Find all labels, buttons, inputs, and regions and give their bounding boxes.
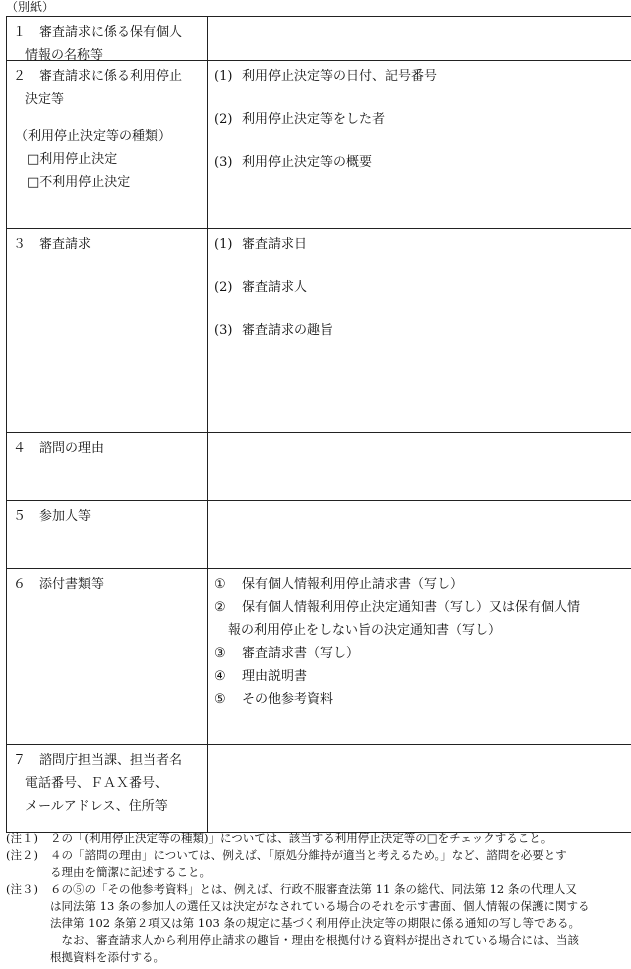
row-number: ６ bbox=[13, 577, 27, 592]
notes-section bbox=[6, 830, 630, 966]
note-text: ６の⑤の「その他参考資料」とは、例えば、行政不服審査法第 11 条の総代、同法第 12 条の代理人又 bbox=[50, 882, 577, 896]
item-number: (3) bbox=[214, 155, 233, 170]
row-label-line: 審査請求に係る利用停止 bbox=[39, 69, 183, 84]
row-label-line: 決定等 bbox=[25, 92, 65, 107]
list-item bbox=[214, 688, 625, 711]
row-3-content bbox=[208, 229, 631, 432]
item-number: ① bbox=[214, 577, 226, 592]
row-5-content bbox=[208, 501, 631, 568]
row-6-label bbox=[7, 569, 208, 744]
row-6-content bbox=[208, 569, 631, 744]
row-label-line: 参加人等 bbox=[39, 509, 92, 524]
note-3 bbox=[6, 881, 630, 898]
row-number: ５ bbox=[13, 509, 27, 524]
row-3 bbox=[7, 228, 631, 432]
row-2 bbox=[7, 60, 631, 228]
row-4-content bbox=[208, 433, 631, 500]
note-text: ２の「(利用停止決定等の種類)」については、該当する利用停止決定等の□をチェックすること。 bbox=[50, 831, 553, 845]
row-label-line: 情報の名称等 bbox=[25, 48, 104, 63]
row-1-label bbox=[7, 17, 208, 63]
row-label-line: 諮問庁担当課、担当者名 bbox=[39, 753, 183, 768]
row-number: １ bbox=[13, 25, 27, 40]
item-text: 利用停止決定等をした者 bbox=[242, 112, 386, 127]
row-number: ３ bbox=[13, 237, 27, 252]
note-text: 根拠資料を添付する。 bbox=[50, 950, 165, 964]
row-label-line: 審査請求に係る保有個人 bbox=[39, 25, 183, 40]
list-item bbox=[214, 573, 625, 596]
note-1 bbox=[6, 830, 630, 847]
note-text: る理由を簡潔に記述すること。 bbox=[50, 865, 211, 879]
type-heading: （利用停止決定等の種類） bbox=[15, 129, 172, 144]
list-item bbox=[214, 233, 625, 256]
note-2 bbox=[6, 847, 630, 864]
list-item bbox=[214, 665, 625, 688]
row-5 bbox=[7, 500, 631, 568]
note-text: ４の「諮問の理由」については、例えば、「原処分維持が適当と考えるため。」など、諮問を必要とす bbox=[50, 848, 567, 862]
note-key: (注１) bbox=[6, 831, 38, 845]
item-number: (1) bbox=[214, 237, 233, 252]
list-item bbox=[214, 319, 625, 342]
item-text: 保有個人情報利用停止決定通知書（写し）又は保有個人情 bbox=[242, 600, 581, 615]
item-number: (3) bbox=[214, 323, 233, 338]
row-7-label bbox=[7, 745, 208, 832]
row-6 bbox=[7, 568, 631, 744]
item-text: 審査請求の趣旨 bbox=[242, 323, 334, 338]
row-2-content bbox=[208, 61, 631, 228]
row-label-line: 電話番号、ＦＡＸ番号、 bbox=[25, 776, 169, 791]
row-label-line: 審査請求 bbox=[39, 237, 92, 252]
row-1 bbox=[7, 17, 631, 63]
item-number: (2) bbox=[214, 112, 233, 127]
item-number: (2) bbox=[214, 280, 233, 295]
note-key: (注３) bbox=[6, 882, 38, 896]
list-item bbox=[214, 108, 625, 131]
item-number: ④ bbox=[214, 669, 226, 684]
row-label-line: 添付書類等 bbox=[39, 577, 105, 592]
row-number: ７ bbox=[13, 753, 27, 768]
item-text: 利用停止決定等の概要 bbox=[242, 155, 373, 170]
row-number: ４ bbox=[13, 441, 27, 456]
list-item bbox=[214, 276, 625, 299]
list-item bbox=[214, 642, 625, 665]
checkbox-use-stop-decision[interactable]: □利用停止決定 bbox=[27, 152, 118, 167]
row-2-label bbox=[7, 61, 208, 228]
row-7 bbox=[7, 744, 631, 832]
item-text: 審査請求人 bbox=[242, 280, 308, 295]
item-text: 審査請求書（写し） bbox=[242, 646, 360, 661]
note-text: なお、審査請求人から利用停止請求の趣旨・理由を根拠付ける資料が提出されている場合には、当該 bbox=[50, 933, 579, 947]
row-3-label bbox=[7, 229, 208, 432]
row-label-line: 諮問の理由 bbox=[39, 441, 105, 456]
list-item bbox=[214, 65, 625, 88]
item-number: ③ bbox=[214, 646, 226, 661]
row-1-content bbox=[208, 17, 631, 60]
list-item bbox=[214, 596, 625, 619]
item-text: 利用停止決定等の日付、記号番号 bbox=[242, 69, 438, 84]
list-item bbox=[214, 151, 625, 174]
item-number: ⑤ bbox=[214, 692, 226, 707]
form-table bbox=[6, 16, 631, 833]
row-number: ２ bbox=[13, 69, 27, 84]
note-text: は同法第 13 条の参加人の選任又は決定がなされている場合のそれを示す書面、個人情報の保護に関する bbox=[50, 899, 590, 913]
item-text: 保有個人情報利用停止請求書（写し） bbox=[242, 577, 464, 592]
item-number: (1) bbox=[214, 69, 233, 84]
item-number: ② bbox=[214, 600, 226, 615]
row-7-content bbox=[208, 745, 631, 832]
note-key: (注２) bbox=[6, 848, 38, 862]
item-text: その他参考資料 bbox=[242, 692, 334, 707]
row-4 bbox=[7, 432, 631, 500]
row-5-label bbox=[7, 501, 208, 568]
item-text-continued: 報の利用停止をしない旨の決定通知書（写し） bbox=[228, 623, 502, 638]
attachment-label: （別紙） bbox=[6, 0, 55, 14]
checkbox-non-use-stop-decision[interactable]: □不利用停止決定 bbox=[27, 175, 131, 190]
row-label-line: メールアドレス、住所等 bbox=[25, 799, 168, 814]
row-4-label bbox=[7, 433, 208, 500]
item-text: 審査請求日 bbox=[242, 237, 308, 252]
item-text: 理由説明書 bbox=[242, 669, 308, 684]
note-text: 法律第 102 条第２項又は第 103 条の規定に基づく利用停止決定等の期限に係る通知の写し等である。 bbox=[50, 916, 581, 930]
